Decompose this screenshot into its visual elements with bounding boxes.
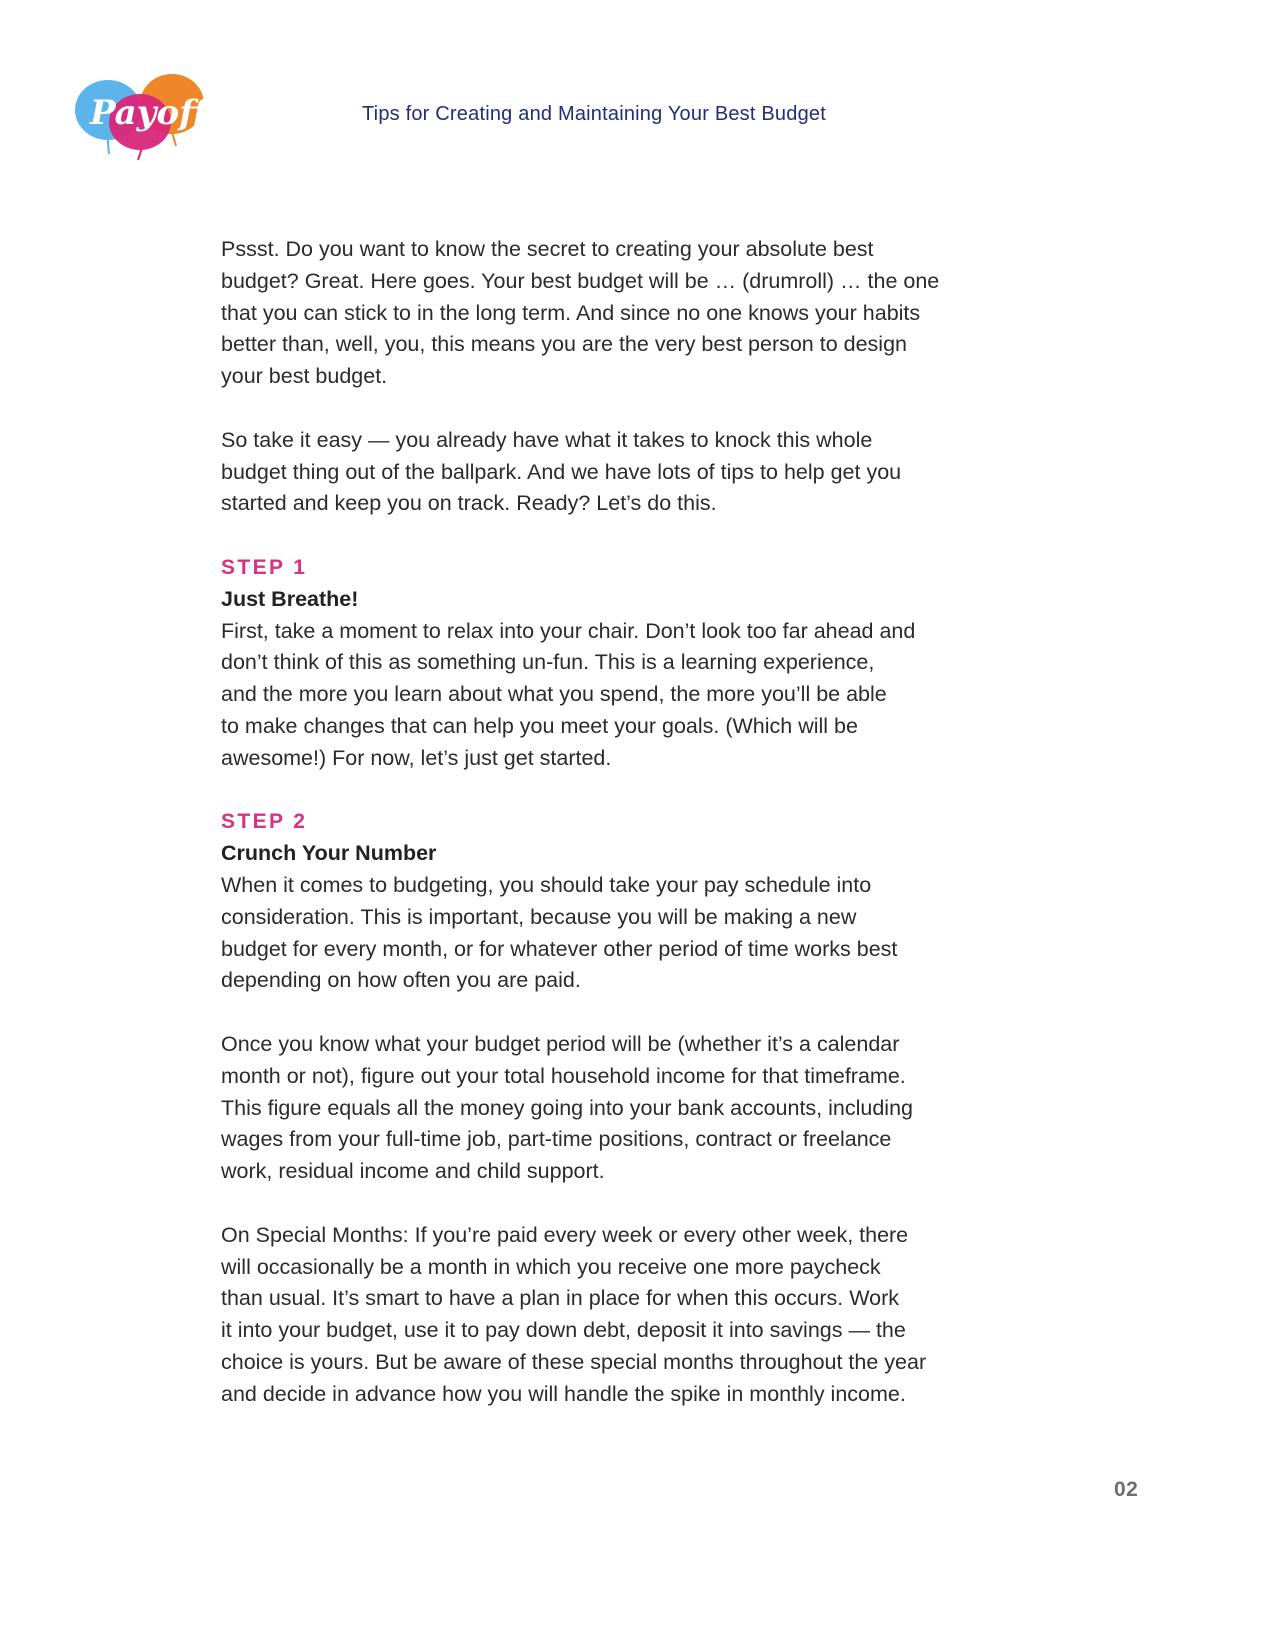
payoff-logo: [72, 70, 220, 166]
text-line: started and keep you on track. Ready? Let’s do this.: [221, 491, 717, 516]
text-line: Pssst. Do you want to know the secret to creating your absolute best: [221, 237, 874, 261]
step-2-title: Crunch Your Number: [221, 841, 437, 866]
intro-paragraph-1: [221, 234, 1021, 393]
text-line: depending on how often you are paid.: [221, 968, 581, 993]
intro-paragraph-2: [221, 425, 1021, 520]
text-line: choice is yours. But be aware of these special months throughout the year: [221, 1349, 927, 1374]
text-line: consideration. This is important, because you will be making a new: [221, 904, 857, 929]
text-line: So take it easy — you already have what it takes to knock this whole: [221, 427, 873, 452]
text-line: and decide in advance how you will handle the spike in monthly income.: [221, 1381, 906, 1406]
page-number: 02: [1114, 1478, 1139, 1501]
document-body: [221, 234, 1021, 1410]
text-line: and the more you learn about what you spend, the more you’ll be able: [221, 682, 887, 707]
text-line: This figure equals all the money going into your bank accounts, including: [221, 1095, 913, 1120]
text-line: wages from your full-time job, part-time positions, contract or freelance: [221, 1127, 892, 1152]
text-line: First, take a moment to relax into your chair. Don’t look too far ahead and: [221, 618, 916, 643]
text-line: awesome!) For now, let’s just get started.: [221, 745, 612, 770]
text-line: When it comes to budgeting, you should take your pay schedule into: [221, 872, 872, 897]
text-line: your best budget.: [221, 364, 388, 389]
text-line: budget? Great. Here goes. Your best budget will be … (drumroll) … the one: [221, 268, 940, 293]
step-1-paragraph: [221, 616, 1021, 775]
text-line: will occasionally be a month in which you receive one more paycheck: [221, 1254, 881, 1279]
document-title: Tips for Creating and Maintaining Your Best Budget: [362, 103, 826, 125]
text-line: don’t think of this as something un-fun. This is a learning experience,: [221, 650, 875, 675]
step-2-paragraph-1: [221, 870, 1021, 997]
step-1-title: Just Breathe!: [221, 586, 359, 611]
step-2-paragraph-2: [221, 1029, 1021, 1188]
text-line: that you can stick to in the long term. And since no one knows your habits: [221, 300, 921, 325]
step-2-paragraph-3: [221, 1220, 1021, 1411]
step-2-label: STEP 2: [221, 810, 308, 834]
text-line: than usual. It’s smart to have a plan in place for when this occurs. Work: [221, 1286, 899, 1311]
text-line: work, residual income and child support.: [221, 1159, 605, 1184]
text-line: month or not), figure out your total household income for that timeframe.: [221, 1063, 906, 1088]
text-line: budget thing out of the ballpark. And we have lots of tips to help get you: [221, 459, 902, 484]
text-line: On Special Months: If you’re paid every week or every other week, there: [221, 1222, 909, 1247]
text-line: it into your budget, use it to pay down debt, deposit it into savings — the: [221, 1318, 906, 1343]
logo-text: Payoff: [90, 93, 208, 133]
text-line: better than, well, you, this means you are the very best person to design: [221, 332, 907, 357]
text-line: to make changes that can help you meet your goals. (Which will be: [221, 713, 858, 738]
text-line: Once you know what your budget period will be (whether it’s a calendar: [221, 1031, 900, 1056]
step-1-label: STEP 1: [221, 555, 308, 579]
text-line: budget for every month, or for whatever other period of time works best: [221, 936, 898, 961]
